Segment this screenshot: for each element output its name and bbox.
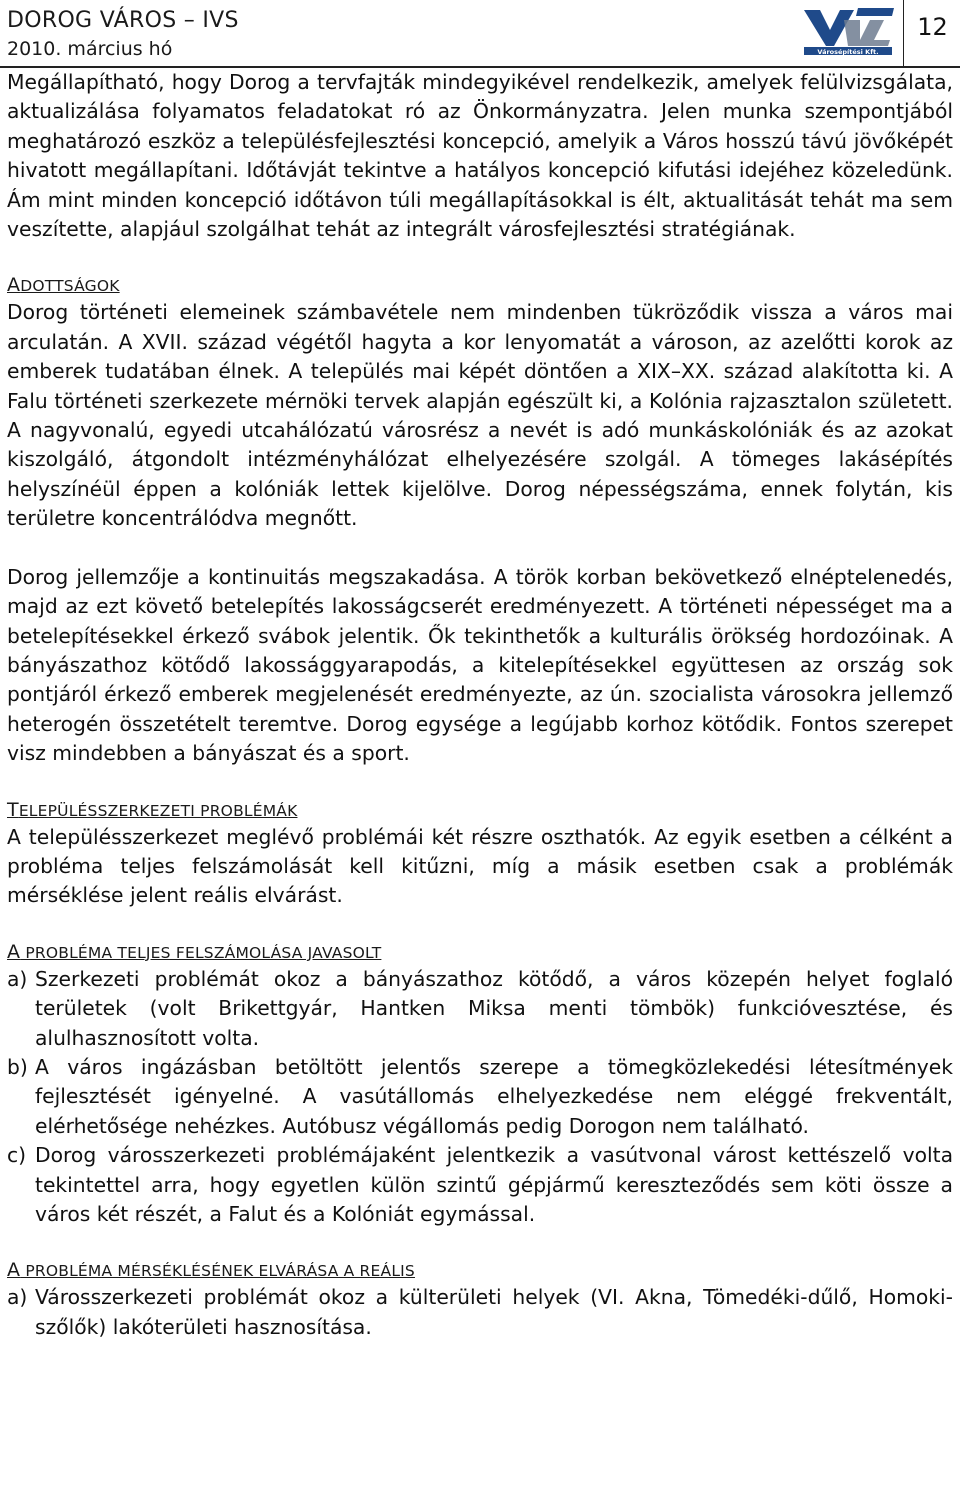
merseklés-list	[7, 1283, 953, 1342]
section-heading-felszamolas: A PROBLÉMA TELJES FELSZÁMOLÁSA JAVASOLT	[7, 940, 382, 963]
list-item: b) A város ingázásban betöltött jelentős szerepe a tömegközlekedési létesítmények fejlesztését igényelné. A vasútállomás elhelyezkedése nem eléggé frekventált, elérhetősége nehézkes. Autóbusz végállomás pedig Dorogon nem található.	[7, 1054, 953, 1138]
section-heading-problemak: TELEPÜLÉSSZERKEZETI PROBLÉMÁK	[7, 798, 298, 821]
logo-text: Városépítési Kft.	[817, 48, 879, 56]
page-header	[0, 0, 960, 68]
page-number: 12	[903, 0, 960, 66]
list-item: a) Városszerkezeti problémát okoz a külterületi helyek (VI. Akna, Tömedéki-dűlő, Homoki-szőlők) lakóterületi hasznosítása.	[7, 1285, 953, 1339]
problemak-paragraph: A településszerkezet meglévő problémái két részre oszthatók. Az egyik esetben a célként a probléma teljes felszámolását kell kitűzni, míg a másik esetben csak a problémák mérséklése jelent reális elvárást.	[7, 824, 953, 908]
intro-paragraph: Megállapítható, hogy Dorog a tervfajták mindegyikével rendelkezik, amelyek felülvizsgálata, aktualizálása folyamatos feladatokat ró az Önkormányzatra. Jelen munka szempontjából meghatározó eszköz a településfejlesztési koncepció, amelyik a Város hosszú távú jövőképét hivatott megállapítani. Időtávját tekintve a hatályos koncepció kifutási idejéhez közeledünk. Ám mint minden koncepció időtávon túli megállapításokkal is élt, aktualitását tehát ma sem veszítette, alapjául szolgálhat tehát az integrált városfejlesztési stratégiának.	[7, 70, 953, 242]
section-heading-merseklés: A PROBLÉMA MÉRSÉKLÉSÉNEK ELVÁRÁSA A REÁLIS	[7, 1259, 415, 1282]
document-date: 2010. március hó	[7, 38, 173, 60]
adottsagok-paragraph-2: Dorog jellemzője a kontinuitás megszakadása. A török korban bekövetkező elnéptelenedés, majd az ezt követő betelepítés lakosságcserét eredményezett. A történeti népességet ma a betelepítésekkel érkező svábok jelentik. Ők tekinthetők a kulturális örökség hordozóinak. A bányászathoz kötődő lakossággyarapodás, a kitelepítésekkel együttesen az ország sok pontjáról érkező emberek megjelenését eredményezte, az ún. szocialista városokra jellemző heterogén összetételt teremtve. Dorog egysége a legújabb korhoz kötődik. Fontos szerepet visz mindebben a bányászat és a sport.	[7, 564, 953, 766]
list-item: c) Dorog városszerkezeti problémájaként jelentkezik a vasútvonal várost kettészelő volta tekintettel arra, hogy egyetlen külön szintű gépjármű kereszteződés sem köti össze a város két részét, a Falut és a Kolóniát egymással.	[7, 1143, 953, 1226]
document-title: DOROG VÁROS – IVS	[7, 8, 239, 33]
section-heading-adottsagok: ADOTTSÁGOK	[7, 274, 120, 297]
adottsagok-paragraph-1: Dorog történeti elemeinek számbavétele nem mindenben tükröződik vissza a város mai arculatán. A XVII. század végétől hagyta a kor lenyomatát a városon, az azelőtti korok az emberek tudatában élnek. A település mai képét döntően a XIX–XX. század alakította ki. A Falu történeti szerkezete mérnöki tervek alapján egészült ki, a Kolónia rajzasztalon született. A nagyvonalú, egyedi utcahálózatú városrész a nevét is adó munkáskolóniák és az azokat kiszolgáló, átgondolt intézményhálózat elhelyezésére szolgál. A tömeges lakásépítés helyszínéül éppen a kolóniák lettek kijelölve. Dorog népességszáma, ennek folytán, kis területre koncentrálódva megnőtt.	[7, 300, 953, 531]
list-item: a) Szerkezeti problémát okoz a bányászathoz kötődő, a város közepén helyet foglaló területek (volt Brikettgyár, Hantken Miksa menti tömbök) funkcióvesztése, és alulhasznosított volta.	[7, 966, 953, 1050]
felszamolas-list	[7, 965, 953, 1230]
page-content	[7, 68, 953, 1342]
company-logo	[800, 4, 896, 56]
